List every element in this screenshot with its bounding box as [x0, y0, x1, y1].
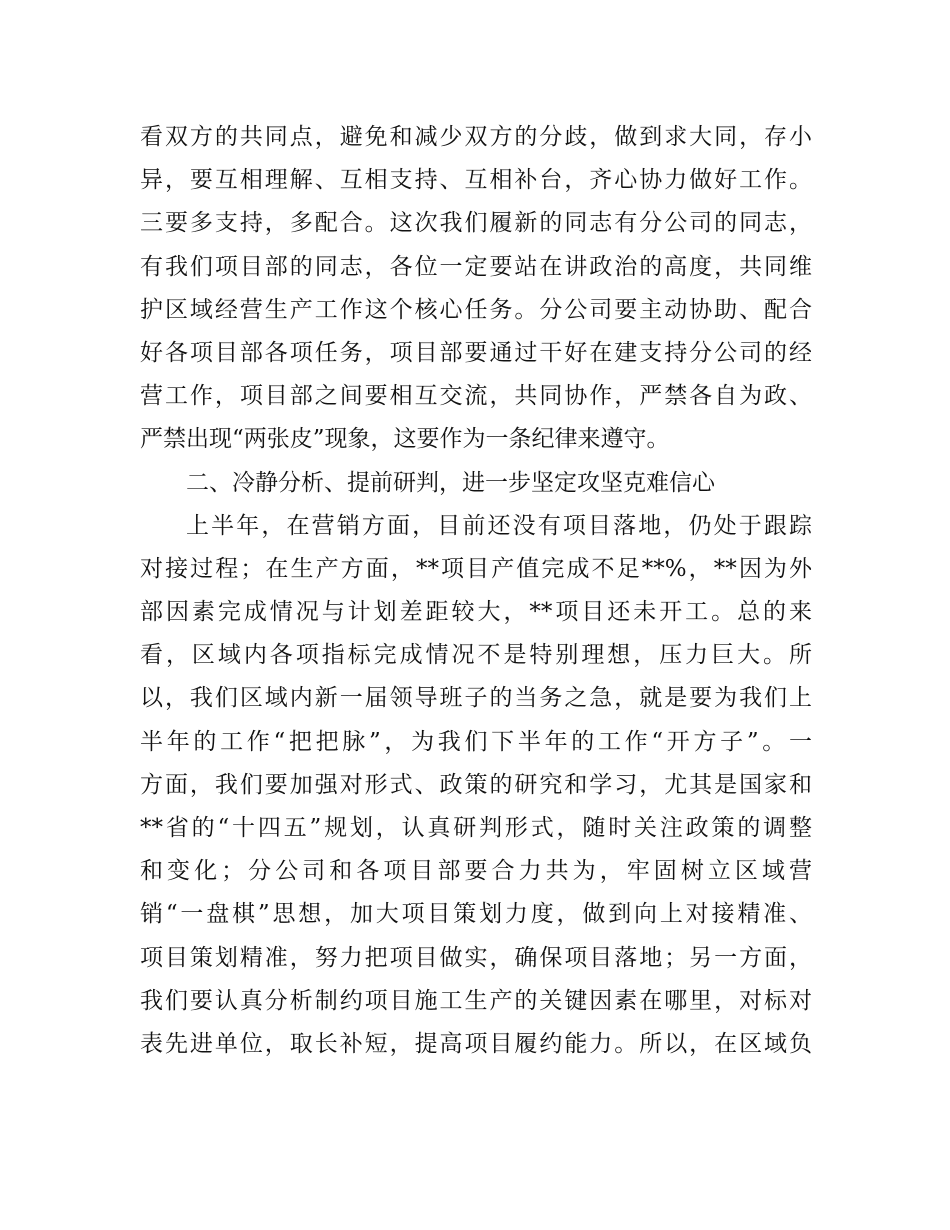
paragraph-line: 项目策划精准，努力把项目做实，确保项目落地；另一方面， [140, 944, 812, 971]
paragraph-line: 和变化；分公司和各项目部要合力共为，牢固树立区域营 [140, 858, 812, 885]
paragraph-line: 严禁出现“两张皮”现象，这要作为一条纪律来遵守。 [140, 426, 670, 453]
paragraph-line: 表先进单位，取长补短，提高项目履约能力。所以，在区域负 [140, 1030, 812, 1057]
paragraph-line: 以，我们区域内新一届领导班子的当务之急，就是要为我们上 [140, 685, 812, 712]
document-body [140, 116, 812, 1066]
paragraph-line: 三要多支持，多配合。这次我们履新的同志有分公司的同志， [140, 210, 812, 237]
paragraph-line: 看，区域内各项指标完成情况不是特别理想，压力巨大。所 [140, 642, 812, 669]
paragraph-line: 销“一盘棋”思想，加大项目策划力度，做到向上对接精准、 [140, 901, 812, 928]
section-heading: 二、冷静分析、提前研判，进一步坚定攻坚克难信心 [186, 469, 715, 496]
paragraph-line: 护区域经营生产工作这个核心任务。分公司要主动协助、配合 [140, 296, 812, 323]
paragraph-line: 异，要互相理解、互相支持、互相补台，齐心协力做好工作。 [140, 167, 812, 194]
paragraph-line: 营工作，项目部之间要相互交流，共同协作，严禁各自为政、 [140, 383, 812, 410]
paragraph-line: 上半年，在营销方面，目前还没有项目落地，仍处于跟踪 [186, 512, 812, 539]
paragraph-line: **省的“十四五”规划，认真研判形式，随时关注政策的调整 [140, 815, 812, 841]
paragraph-line: 看双方的共同点，避免和减少双方的分歧，做到求大同，存小 [140, 124, 812, 150]
paragraph-line: 好各项目部各项任务，项目部要通过干好在建支持分公司的经 [140, 339, 812, 366]
paragraph-line: 部因素完成情况与计划差距较大，**项目还未开工。总的来 [140, 599, 812, 626]
paragraph-line: 半年的工作“把把脉”，为我们下半年的工作“开方子”。一 [140, 728, 812, 755]
paragraph-line: 我们要认真分析制约项目施工生产的关键因素在哪里，对标对 [140, 987, 812, 1014]
paragraph-line: 对接过程；在生产方面，**项目产值完成不足**%，**因为外 [140, 555, 812, 582]
paragraph-line: 有我们项目部的同志，各位一定要站在讲政治的高度，共同维 [140, 253, 812, 280]
paragraph-line: 方面，我们要加强对形式、政策的研究和学习，尤其是国家和 [140, 771, 812, 798]
